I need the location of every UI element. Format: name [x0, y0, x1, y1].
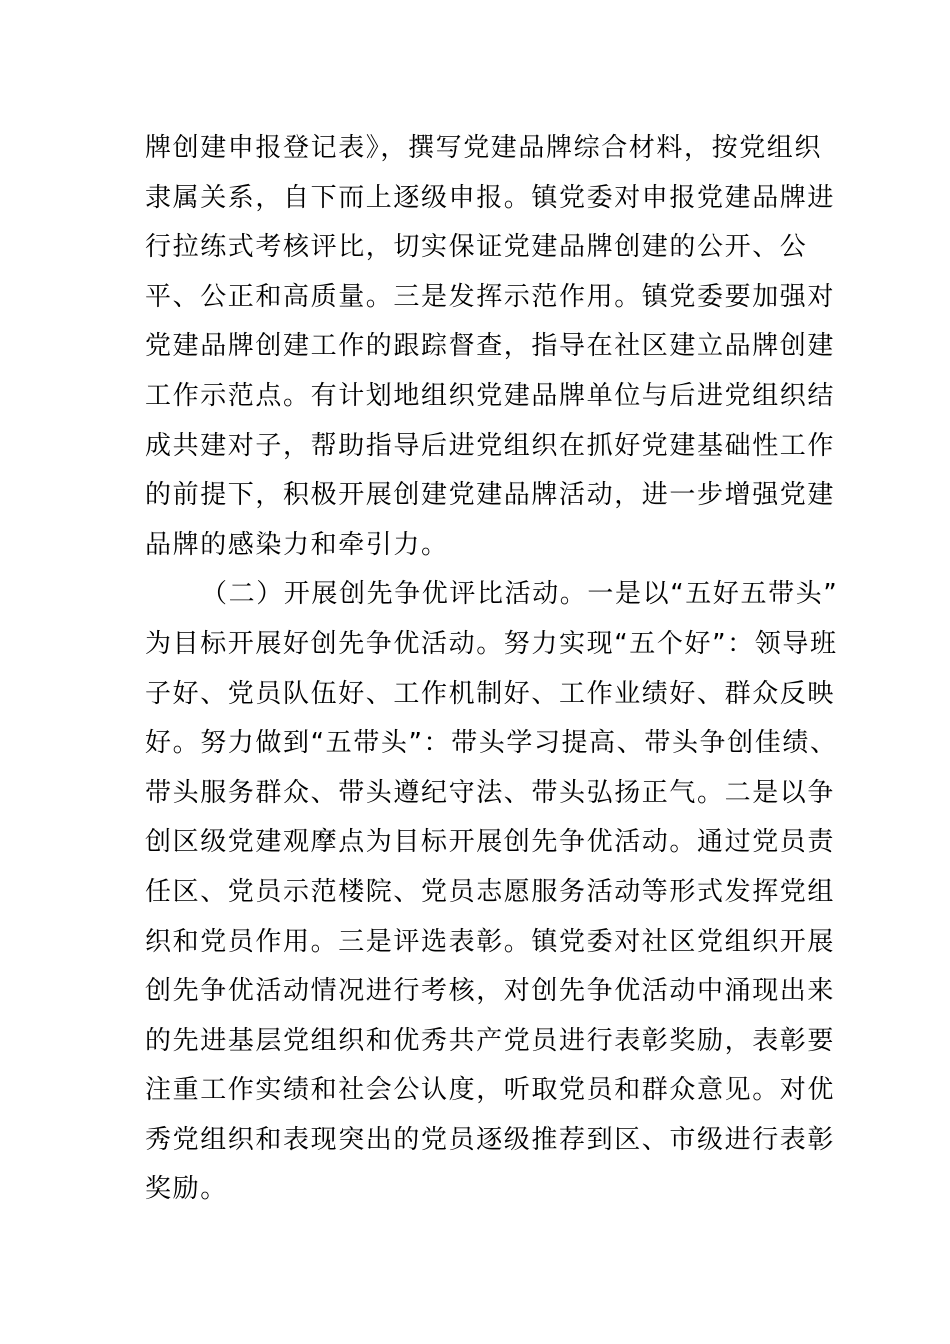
- text-line: 为目标开展好创先争优活动。努力实现“五个好”：领导班: [145, 628, 838, 659]
- section-heading-line: （二）开展创先争优评比活动。一是以“五好五带头”: [201, 579, 839, 610]
- text-line: 创区级党建观摩点为目标开展创先争优活动。通过党员责: [145, 827, 836, 858]
- text-line: 的先进基层党组织和优秀共产党员进行表彰奖励，表彰要: [145, 1025, 836, 1056]
- text-line: 任区、党员示范楼院、党员志愿服务活动等形式发挥党组: [145, 876, 836, 907]
- text-line: 注重工作实绩和社会公认度，听取党员和群众意见。对优: [145, 1075, 836, 1106]
- text-line: 好。努力做到“五带头”：带头学习提高、带头争创佳绩、: [145, 728, 838, 759]
- text-line: 奖励。: [145, 1174, 228, 1205]
- text-line: 行拉练式考核评比，切实保证党建品牌创建的公开、公: [145, 232, 808, 263]
- text-line: 隶属关系，自下而上逐级申报。镇党委对申报党建品牌进: [145, 182, 836, 213]
- text-line: 牌创建申报登记表》，撰写党建品牌综合材料，按党组织: [145, 133, 823, 163]
- text-line: 秀党组织和表现突出的党员逐级推荐到区、市级进行表彰: [145, 1124, 836, 1155]
- text-line: 成共建对子，帮助指导后进党组织在抓好党建基础性工作: [145, 430, 836, 461]
- text-line: 子好、党员队伍好、工作机制好、工作业绩好、群众反映: [145, 678, 836, 709]
- text-line: 品牌的感染力和牵引力。: [145, 529, 449, 560]
- text-line: 的前提下，积极开展创建党建品牌活动，进一步增强党建: [145, 480, 836, 511]
- text-line: 带头服务群众、带头遵纪守法、带头弘扬正气。二是以争: [145, 777, 836, 808]
- text-line: 工作示范点。有计划地组织党建品牌单位与后进党组织结: [145, 380, 836, 411]
- text-line: 平、公正和高质量。三是发挥示范作用。镇党委要加强对: [145, 281, 836, 312]
- text-line: 创先争优活动情况进行考核，对创先争优活动中涌现出来: [145, 976, 836, 1007]
- text-line: 织和党员作用。三是评选表彰。镇党委对社区党组织开展: [145, 926, 836, 957]
- body-text: [145, 124, 839, 1215]
- text-line: 党建品牌创建工作的跟踪督查，指导在社区建立品牌创建: [145, 331, 836, 362]
